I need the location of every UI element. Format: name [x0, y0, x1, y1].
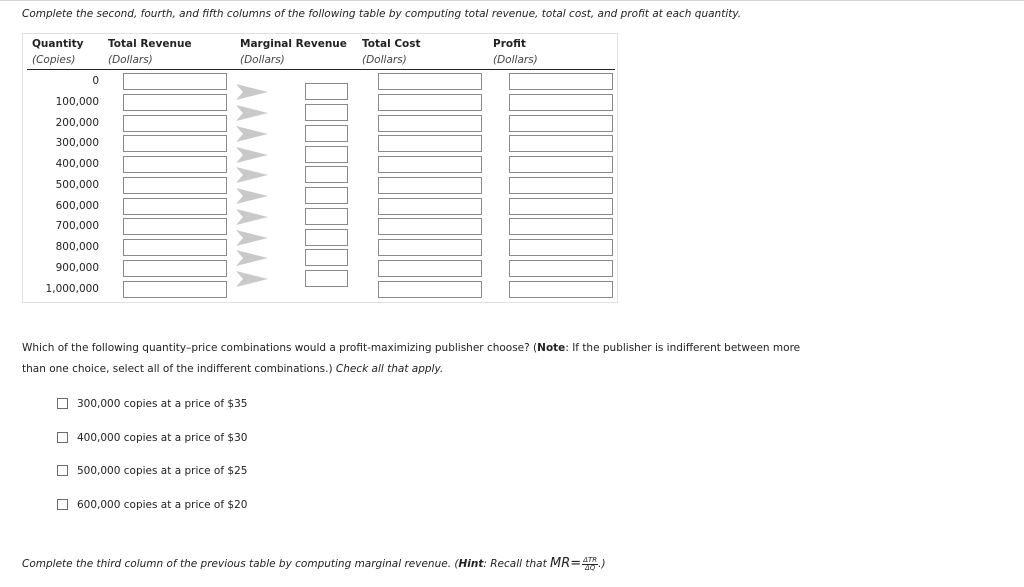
header-marginal-revenue	[240, 36, 347, 68]
chevron-right-icon	[234, 146, 270, 164]
bottom-instruction-pre: Complete the third column of the previous table by computing marginal revenue. (	[22, 558, 459, 570]
quantity-cell: 600,000	[55, 200, 99, 212]
header-total-cost-unit: (Dollars)	[362, 54, 407, 66]
instructions-table: Complete the second, fourth, and fifth columns of the following table by computing total revenue, total cost, and profit at each quantity.	[22, 8, 742, 20]
total-cost-input[interactable]	[378, 260, 482, 277]
profit-input[interactable]	[509, 73, 613, 90]
profit-input[interactable]	[509, 115, 613, 132]
profit-input[interactable]	[509, 177, 613, 194]
total-revenue-input[interactable]	[123, 281, 227, 298]
profit-input[interactable]	[509, 135, 613, 152]
fraction-numerator: ΔTR	[583, 555, 598, 564]
header-total-revenue-title: Total Revenue	[108, 38, 192, 50]
total-revenue-input[interactable]	[123, 73, 227, 90]
total-cost-input[interactable]	[378, 73, 482, 90]
total-cost-input[interactable]	[378, 177, 482, 194]
quantity-cell: 300,000	[55, 137, 99, 149]
header-marginal-revenue-unit: (Dollars)	[240, 54, 285, 66]
quantity-cell: 0	[92, 75, 99, 87]
marginal-revenue-input[interactable]	[305, 104, 348, 121]
profit-input[interactable]	[509, 218, 613, 235]
marginal-revenue-input[interactable]	[305, 146, 348, 163]
checkbox[interactable]	[57, 432, 68, 443]
question-text	[22, 338, 822, 380]
quantity-cell: 900,000	[55, 262, 99, 274]
formula-fraction	[582, 557, 598, 572]
chevron-right-icon	[234, 229, 270, 247]
option-label[interactable]: 300,000 copies at a price of $35	[77, 398, 248, 410]
hint-label: Hint	[458, 558, 484, 570]
total-revenue-input[interactable]	[123, 156, 227, 173]
chevron-right-icon	[234, 83, 270, 101]
header-total-cost-title: Total Cost	[362, 38, 421, 50]
chevron-right-icon	[234, 270, 270, 288]
quantity-cell: 200,000	[55, 117, 99, 129]
header-quantity	[32, 36, 83, 68]
total-revenue-input[interactable]	[123, 218, 227, 235]
chevron-right-icon	[234, 104, 270, 122]
quantity-cell: 800,000	[55, 241, 99, 253]
marginal-revenue-input[interactable]	[305, 166, 348, 183]
marginal-revenue-input[interactable]	[305, 83, 348, 100]
total-cost-input[interactable]	[378, 115, 482, 132]
total-revenue-input[interactable]	[123, 239, 227, 256]
header-profit-title: Profit	[493, 38, 526, 50]
total-revenue-input[interactable]	[123, 177, 227, 194]
total-cost-input[interactable]	[378, 281, 482, 298]
chevron-right-icon	[234, 125, 270, 143]
total-cost-input[interactable]	[378, 94, 482, 111]
header-total-revenue	[108, 36, 192, 68]
header-divider	[27, 69, 615, 70]
chevron-right-icon	[234, 208, 270, 226]
total-cost-input[interactable]	[378, 135, 482, 152]
chevron-right-icon	[234, 166, 270, 184]
total-revenue-input[interactable]	[123, 260, 227, 277]
profit-input[interactable]	[509, 239, 613, 256]
checkbox[interactable]	[57, 465, 68, 476]
question-note-label: Note	[537, 342, 566, 354]
profit-input[interactable]	[509, 198, 613, 215]
marginal-revenue-input[interactable]	[305, 208, 348, 225]
header-total-revenue-unit: (Dollars)	[108, 54, 153, 66]
computation-table	[22, 33, 618, 303]
bottom-instruction-mid: : Recall that	[483, 558, 551, 570]
chevron-right-icon	[234, 249, 270, 267]
bottom-instruction-end: .)	[598, 558, 606, 570]
header-marginal-revenue-title: Marginal Revenue	[240, 38, 347, 50]
marginal-revenue-input[interactable]	[305, 229, 348, 246]
profit-input[interactable]	[509, 94, 613, 111]
checkbox[interactable]	[57, 499, 68, 510]
header-profit	[493, 36, 538, 68]
instructions-marginal-revenue	[22, 556, 606, 572]
question-check-all: Check all that apply.	[335, 363, 444, 375]
mr-symbol: MR	[550, 556, 571, 571]
option-label[interactable]: 400,000 copies at a price of $30	[77, 432, 248, 444]
marginal-revenue-input[interactable]	[305, 270, 348, 287]
checkbox[interactable]	[57, 398, 68, 409]
quantity-cell: 1,000,000	[45, 283, 99, 295]
total-cost-input[interactable]	[378, 156, 482, 173]
option-label[interactable]: 600,000 copies at a price of $20	[77, 499, 248, 511]
total-cost-input[interactable]	[378, 218, 482, 235]
total-revenue-input[interactable]	[123, 115, 227, 132]
question-intro: Which of the following quantity–price combinations would a profit-maximizing publisher choose? (	[22, 342, 538, 354]
top-divider	[0, 0, 1024, 1]
header-quantity-unit: (Copies)	[32, 54, 76, 66]
total-revenue-input[interactable]	[123, 135, 227, 152]
quantity-cell: 500,000	[55, 179, 99, 191]
quantity-cell: 400,000	[55, 158, 99, 170]
marginal-revenue-input[interactable]	[305, 249, 348, 266]
total-cost-input[interactable]	[378, 198, 482, 215]
equals-sign: =	[570, 556, 582, 571]
profit-input[interactable]	[509, 260, 613, 277]
option-label[interactable]: 500,000 copies at a price of $25	[77, 465, 248, 477]
marginal-revenue-input[interactable]	[305, 125, 348, 142]
header-quantity-title: Quantity	[32, 38, 84, 50]
header-total-cost	[362, 36, 421, 68]
total-cost-input[interactable]	[378, 239, 482, 256]
quantity-cell: 700,000	[55, 220, 99, 232]
total-revenue-input[interactable]	[123, 198, 227, 215]
marginal-revenue-input[interactable]	[305, 187, 348, 204]
profit-input[interactable]	[509, 156, 613, 173]
question-note-text: : If the publisher is indifferent between more than one choice, select all of the indifferent combinations.)	[22, 342, 801, 375]
chevron-right-icon	[234, 187, 270, 205]
profit-input[interactable]	[509, 281, 613, 298]
quantity-cell: 100,000	[55, 96, 99, 108]
fraction-denominator: ΔQ	[585, 563, 596, 572]
header-profit-unit: (Dollars)	[493, 54, 538, 66]
total-revenue-input[interactable]	[123, 94, 227, 111]
